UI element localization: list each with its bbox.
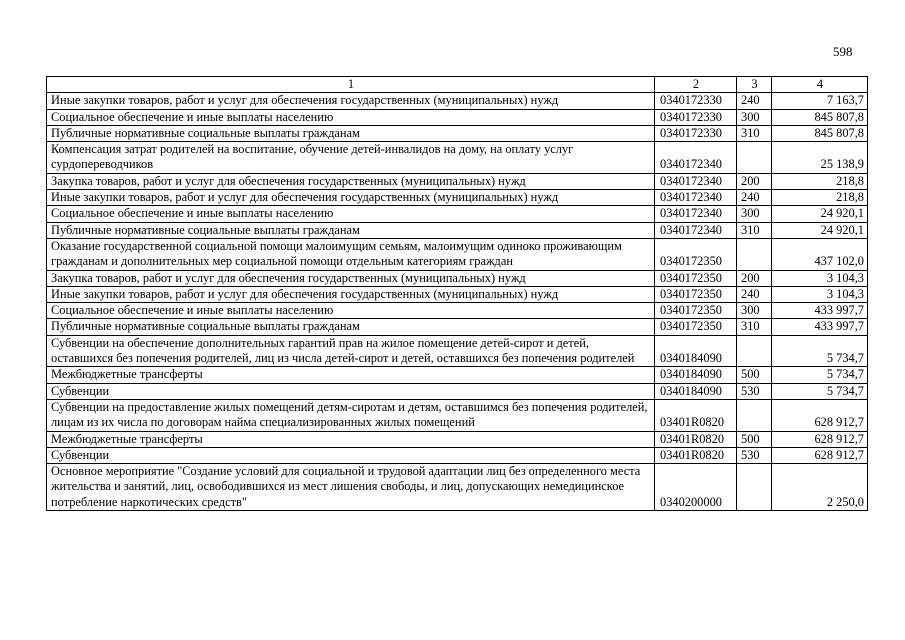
row-description: Социальное обеспечение и иные выплаты населению [47,206,655,222]
table-row [47,206,868,222]
row-expense-type: 500 [737,431,772,447]
row-amount: 628 912,7 [772,399,868,431]
row-target-code: 0340172330 [655,109,737,125]
row-target-code: 03401R0820 [655,431,737,447]
table-row [47,464,868,511]
row-expense-type: 240 [737,93,772,109]
table-row [47,190,868,206]
row-description: Субвенции [47,383,655,399]
table-row [47,431,868,447]
row-target-code: 0340172350 [655,303,737,319]
table-row [47,238,868,270]
row-description: Иные закупки товаров, работ и услуг для обеспечения государственных (муниципальных) нужд [47,93,655,109]
row-target-code: 0340172340 [655,142,737,174]
table-row [47,335,868,367]
row-amount: 5 734,7 [772,383,868,399]
row-expense-type: 310 [737,319,772,335]
row-expense-type: 310 [737,222,772,238]
row-expense-type: 530 [737,447,772,463]
row-description: Межбюджетные трансферты [47,431,655,447]
row-description: Субвенции на обеспечение дополнительных гарантий прав на жилое помещение детей-сирот и детей, оставшихся без попечения родителей, лиц из числа детей-сирот и детей, оставшихся без попечения родителей [47,335,655,367]
row-target-code: 03401R0820 [655,447,737,463]
row-target-code: 0340172330 [655,93,737,109]
row-expense-type: 300 [737,303,772,319]
table-header-row [47,77,868,93]
table-row [47,399,868,431]
row-amount: 24 920,1 [772,206,868,222]
row-description: Публичные нормативные социальные выплаты гражданам [47,319,655,335]
row-description: Социальное обеспечение и иные выплаты населению [47,109,655,125]
row-expense-type [737,335,772,367]
row-target-code: 0340172350 [655,319,737,335]
row-target-code: 0340200000 [655,464,737,511]
row-expense-type: 300 [737,109,772,125]
row-expense-type: 310 [737,125,772,141]
table-row [47,447,868,463]
row-expense-type: 240 [737,190,772,206]
row-target-code: 0340184090 [655,335,737,367]
row-amount: 845 807,8 [772,125,868,141]
row-amount: 437 102,0 [772,238,868,270]
column-header: 3 [737,77,772,93]
row-amount: 628 912,7 [772,447,868,463]
column-header: 1 [47,77,655,93]
budget-table [46,76,868,511]
row-description: Оказание государственной социальной помощи малоимущим семьям, малоимущим одиноко проживающим гражданам и дополнительных мер социальной помощи отдельным категориям граждан [47,238,655,270]
page-number: 598 [833,44,853,59]
row-target-code: 0340172340 [655,222,737,238]
table-row [47,93,868,109]
table-body [47,93,868,511]
row-amount: 433 997,7 [772,319,868,335]
row-amount: 5 734,7 [772,367,868,383]
row-target-code: 0340172340 [655,190,737,206]
row-target-code: 0340172350 [655,238,737,270]
table-row [47,303,868,319]
row-expense-type [737,399,772,431]
row-target-code: 0340184090 [655,383,737,399]
row-target-code: 0340172350 [655,286,737,302]
row-expense-type: 200 [737,173,772,189]
row-amount: 25 138,9 [772,142,868,174]
row-target-code: 0340172340 [655,173,737,189]
row-expense-type [737,142,772,174]
row-target-code: 0340172350 [655,270,737,286]
row-expense-type: 240 [737,286,772,302]
table-row [47,173,868,189]
table-row [47,383,868,399]
row-amount: 5 734,7 [772,335,868,367]
row-amount: 3 104,3 [772,286,868,302]
row-amount: 7 163,7 [772,93,868,109]
table-row [47,270,868,286]
row-expense-type: 500 [737,367,772,383]
row-description: Закупка товаров, работ и услуг для обеспечения государственных (муниципальных) нужд [47,270,655,286]
table-row [47,367,868,383]
row-expense-type [737,238,772,270]
row-expense-type: 200 [737,270,772,286]
row-amount: 433 997,7 [772,303,868,319]
table-row [47,142,868,174]
row-amount: 218,8 [772,190,868,206]
row-target-code: 03401R0820 [655,399,737,431]
row-target-code: 0340172330 [655,125,737,141]
row-description: Основное мероприятие "Создание условий для социальной и трудовой адаптации лиц без определенного места жительства и занятий, лиц, освободившихся из мест лишения свободы, и лиц, допускающих немедицинское потребление наркотических средств" [47,464,655,511]
row-amount: 24 920,1 [772,222,868,238]
row-description: Субвенции [47,447,655,463]
row-description: Межбюджетные трансферты [47,367,655,383]
column-header: 4 [772,77,868,93]
table-row [47,222,868,238]
row-expense-type: 530 [737,383,772,399]
table-row [47,125,868,141]
column-header: 2 [655,77,737,93]
row-description: Иные закупки товаров, работ и услуг для обеспечения государственных (муниципальных) нужд [47,286,655,302]
row-expense-type: 300 [737,206,772,222]
row-amount: 628 912,7 [772,431,868,447]
row-description: Иные закупки товаров, работ и услуг для обеспечения государственных (муниципальных) нужд [47,190,655,206]
row-target-code: 0340184090 [655,367,737,383]
row-description: Компенсация затрат родителей на воспитание, обучение детей-инвалидов на дому, на оплату услуг сурдопереводчиков [47,142,655,174]
row-description: Социальное обеспечение и иные выплаты населению [47,303,655,319]
row-expense-type [737,464,772,511]
row-description: Публичные нормативные социальные выплаты гражданам [47,125,655,141]
row-amount: 218,8 [772,173,868,189]
row-description: Закупка товаров, работ и услуг для обеспечения государственных (муниципальных) нужд [47,173,655,189]
row-description: Субвенции на предоставление жилых помещений детям-сиротам и детям, оставшимся без попечения родителей, лицам из их числа по договорам найма специализированных жилых помещений [47,399,655,431]
table-row [47,319,868,335]
row-target-code: 0340172340 [655,206,737,222]
table-row [47,286,868,302]
table-row [47,109,868,125]
row-amount: 845 807,8 [772,109,868,125]
row-amount: 3 104,3 [772,270,868,286]
row-amount: 2 250,0 [772,464,868,511]
row-description: Публичные нормативные социальные выплаты гражданам [47,222,655,238]
